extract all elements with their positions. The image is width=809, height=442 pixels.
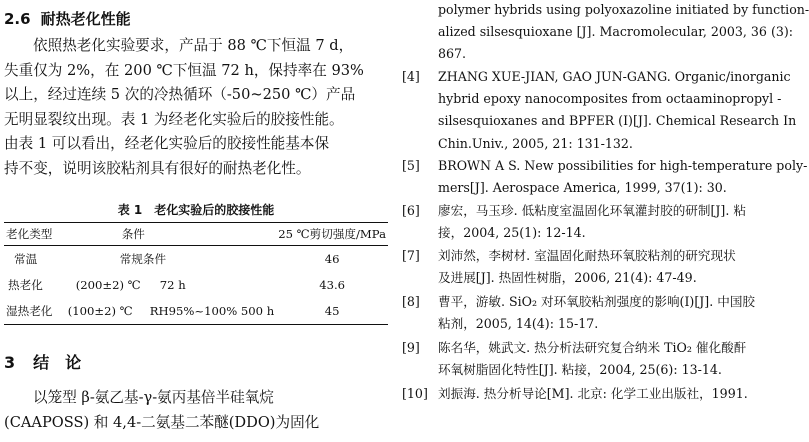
section-number: 2.6 [4, 10, 31, 28]
right-column-references [398, 0, 809, 442]
reference-line: Chin.Univ., 2005, 21: 131-132. [438, 135, 633, 151]
reference-line: BROWN A S. New possibilities for high-temperature poly- [438, 158, 808, 173]
section-heading-2-6 [4, 8, 131, 29]
reference-line: alized silsesquioxane [J]. Macromolecular, 2003, 36 (3): [438, 24, 794, 40]
cell-type: 湿热老化 [4, 298, 62, 325]
reference-number: [10] [402, 386, 428, 401]
section-number: 3 [4, 353, 16, 372]
reference-line: polymer hybrids using polyoxazoline initiated by function- [438, 2, 809, 17]
reference-line: mers[J]. Aerospace America, 1999, 37(1): 30. [438, 180, 727, 196]
reference-line: 环氧树脂固化特性[J]. 粘接，2004, 25(6): 13-14. [438, 362, 722, 378]
table-row [4, 298, 388, 325]
paragraph-line: 以上，经过连续 5 次的冷热循环（-50~250 ℃）产品 [4, 86, 356, 104]
paragraph-line: 无明显裂纹出现。表 1 为经老化实验后的胶接性能。 [4, 110, 344, 128]
table-header-row [4, 223, 388, 246]
paragraph-line: (CAAPOSS) 和 4,4-二氨基二苯醚(DDO)为固化 [4, 413, 320, 431]
table-caption: 表 1 老化实验后的胶接性能 [117, 203, 275, 217]
reference-line: 接，2004, 25(1): 12-14. [438, 225, 586, 241]
cell-condition-temp: (200±2) ℃ [75, 278, 141, 292]
reference-line: 陈名华，姚武文. 热分析法研究复合纳米 TiO₂ 催化酸酐 [438, 340, 747, 355]
reference-number: [6] [402, 203, 420, 218]
reference-line: 廖宏，马玉珍. 低粘度室温固化环氧灌封胶的研制[J]. 粘 [438, 203, 746, 218]
cell-type: 热老化 [8, 278, 43, 292]
reference-line: 曹平，游敏. SiO₂ 对环氧胶粘剂强度的影响(I)[J]. 中国胶 [438, 294, 756, 309]
left-column [0, 0, 392, 442]
aging-results-table [4, 222, 388, 325]
reference-number: [9] [402, 340, 420, 355]
cell-strength: 46 [324, 252, 340, 266]
reference-number: [4] [402, 69, 420, 84]
cell-condition-time: 72 h [159, 278, 186, 292]
cell-type: 常温 [14, 252, 38, 266]
cell-strength: 45 [276, 298, 388, 325]
table-row [4, 246, 388, 273]
paragraph-heat-aging [4, 34, 388, 182]
paragraph-line: 由表 1 可以看出，经老化实验后的胶接性能基本保 [4, 135, 330, 153]
reference-line: hybrid epoxy nanocomposites from octaaminopropyl - [438, 91, 782, 107]
paragraph-conclusion [4, 386, 388, 435]
table-row [4, 272, 388, 298]
paragraph-line: 依照热老化实验要求，产品于 88 ℃下恒温 7 d， [33, 37, 354, 54]
reference-number: [8] [402, 294, 420, 309]
section-title: 结 论 [33, 353, 82, 372]
column-header-condition: 条件 [62, 223, 277, 246]
column-header-strength: 25 ℃剪切强度/MPa [276, 223, 388, 246]
column-header-type: 老化类型 [4, 223, 62, 246]
reference-number: [7] [402, 248, 420, 263]
paragraph-line: 以笼型 β-氨乙基-γ-氨丙基倍半硅氧烷 [33, 389, 274, 406]
reference-line: silsesquioxanes and BPFER (I)[J]. Chemical Research In [438, 113, 797, 129]
cell-condition-humidity: RH95%~100% 500 h [150, 298, 276, 325]
reference-line: ZHANG XUE-JIAN, GAO JUN-GANG. Organic/inorganic [438, 69, 791, 84]
reference-line: 刘振海. 热分析导论[M]. 北京: 化学工业出版社，1991. [438, 386, 748, 401]
cell-condition: 常规条件 [119, 252, 167, 266]
reference-line: 867. [438, 46, 467, 62]
paragraph-line: 失重仅为 2%，在 200 ℃下恒温 72 h，保持率在 93% [4, 61, 364, 79]
section-heading-3 [4, 350, 81, 373]
reference-line: 粘剂，2005, 14(4): 15-17. [438, 316, 599, 332]
cell-condition-temp: (100±2) ℃ [62, 298, 150, 325]
reference-line: 及进展[J]. 热固性树脂，2006, 21(4): 47-49. [438, 270, 697, 286]
section-title: 耐热老化性能 [40, 10, 131, 28]
cell-strength: 43.6 [319, 278, 346, 292]
paragraph-line: 持不变，说明该胶粘剂具有很好的耐热老化性。 [4, 159, 311, 177]
reference-number: [5] [402, 158, 420, 173]
reference-line: 刘沛然，李树材. 室温固化耐热环氧胶粘剂的研究现状 [438, 248, 736, 263]
